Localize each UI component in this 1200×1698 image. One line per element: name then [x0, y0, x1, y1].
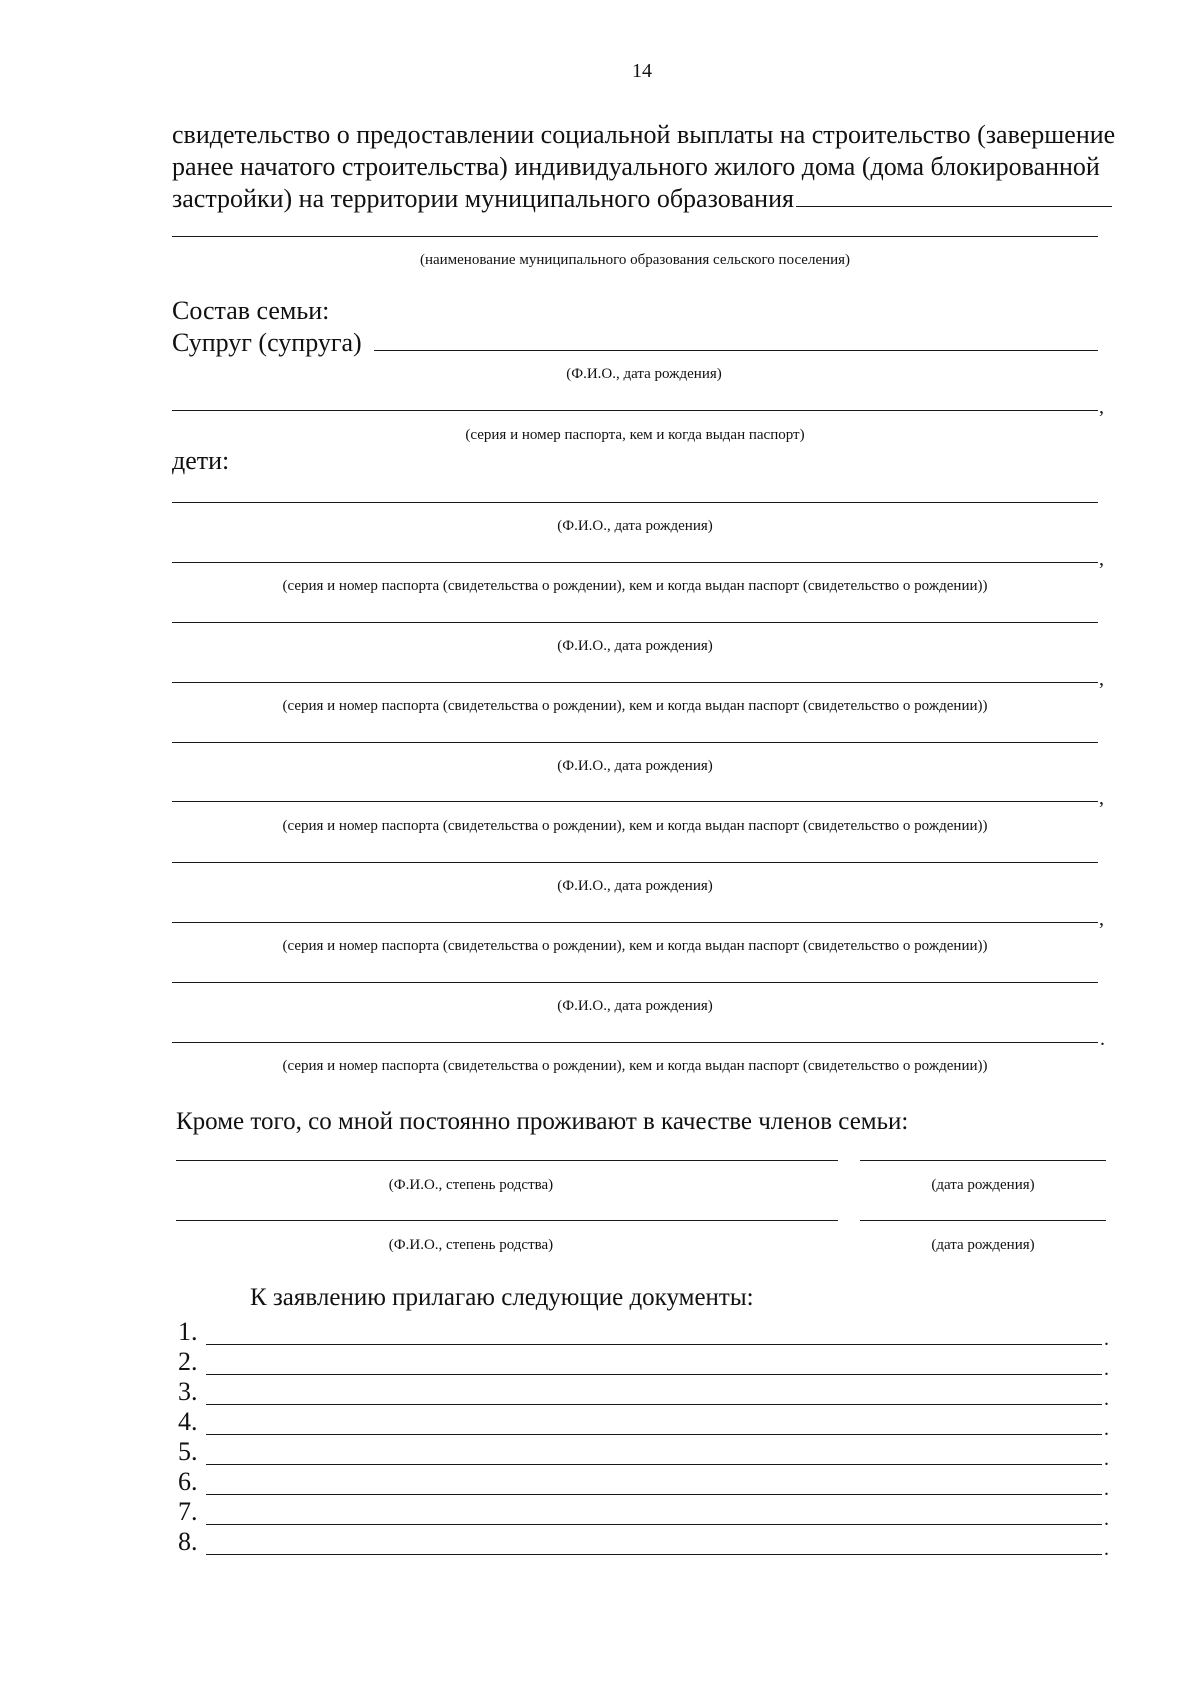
document-item-5-number: 5.: [178, 1437, 198, 1466]
document-item-4-field[interactable]: [206, 1434, 1102, 1435]
cohabitant-2-fio-field[interactable]: [176, 1220, 838, 1221]
child-3-doc-comma: ,: [1099, 787, 1104, 809]
documents-heading: К заявлению прилагаю следующие документы:: [250, 1284, 754, 1311]
child-4-fio-caption: (Ф.И.О., дата рождения): [557, 878, 713, 894]
intro-line-1: свидетельство о предоставлении социальной выплаты на строительство (завершение: [172, 120, 1116, 149]
intro-line-2: ранее начатого строительства) индивидуального жилого дома (дома блокированной: [172, 152, 1100, 181]
spouse-label: Супруг (супруга): [172, 328, 362, 357]
child-2-fio-field[interactable]: [172, 622, 1098, 623]
child-2-doc-field[interactable]: [172, 682, 1098, 683]
child-4-doc-comma: ,: [1099, 908, 1104, 930]
child-3-fio-field[interactable]: [172, 742, 1098, 743]
document-item-6-period: .: [1104, 1478, 1109, 1500]
spouse-passport-comma: ,: [1099, 396, 1104, 418]
cohabitant-1-dob-caption: (дата рождения): [931, 1177, 1035, 1193]
child-4-doc-caption: (серия и номер паспорта (свидетельства о рождении), кем и когда выдан паспорт (свидетельство о рождении)): [282, 938, 988, 954]
family-heading: Состав семьи:: [172, 296, 330, 325]
document-item-8-period: .: [1104, 1538, 1109, 1560]
child-4-doc-field[interactable]: [172, 922, 1098, 923]
spouse-fio-caption: (Ф.И.О., дата рождения): [566, 366, 722, 382]
document-item-5-field[interactable]: [206, 1464, 1102, 1465]
document-item-8-field[interactable]: [206, 1554, 1102, 1555]
page-number: 14: [632, 60, 652, 82]
document-item-7-field[interactable]: [206, 1524, 1102, 1525]
child-3-fio-caption: (Ф.И.О., дата рождения): [557, 758, 713, 774]
municipality-caption: (наименование муниципального образования сельского поселения): [419, 252, 851, 268]
document-item-3-field[interactable]: [206, 1404, 1102, 1405]
child-5-fio-field[interactable]: [172, 982, 1098, 983]
child-2-fio-caption: (Ф.И.О., дата рождения): [557, 638, 713, 654]
intro-line-3: застройки) на территории муниципального образования: [172, 184, 794, 213]
document-item-3-number: 3.: [178, 1377, 198, 1406]
document-item-2-field[interactable]: [206, 1374, 1102, 1375]
document-item-1-field[interactable]: [206, 1344, 1102, 1345]
document-item-2-number: 2.: [178, 1347, 198, 1376]
child-1-doc-caption: (серия и номер паспорта (свидетельства о рождении), кем и когда выдан паспорт (свидетельство о рождении)): [282, 578, 988, 594]
municipality-field-line-2[interactable]: [172, 236, 1098, 237]
document-item-3-period: .: [1104, 1388, 1109, 1410]
child-2-doc-comma: ,: [1099, 668, 1104, 690]
children-label: дети:: [172, 446, 230, 475]
cohabitant-2-dob-caption: (дата рождения): [931, 1237, 1035, 1253]
spouse-fio-field[interactable]: [374, 350, 1098, 351]
child-5-doc-caption: (серия и номер паспорта (свидетельства о рождении), кем и когда выдан паспорт (свидетельство о рождении)): [282, 1058, 988, 1074]
document-item-6-field[interactable]: [206, 1494, 1102, 1495]
cohabitants-heading: Кроме того, со мной постоянно проживают в качестве членов семьи:: [176, 1108, 909, 1135]
child-1-fio-caption: (Ф.И.О., дата рождения): [557, 518, 713, 534]
document-item-6-number: 6.: [178, 1467, 198, 1496]
cohabitant-1-dob-field[interactable]: [860, 1160, 1106, 1161]
document-item-1-period: .: [1104, 1328, 1109, 1350]
document-item-1-number: 1.: [178, 1317, 198, 1346]
document-item-8-number: 8.: [178, 1527, 198, 1556]
child-3-doc-field[interactable]: [172, 801, 1098, 802]
document-item-4-period: .: [1104, 1418, 1109, 1440]
child-2-doc-caption: (серия и номер паспорта (свидетельства о рождении), кем и когда выдан паспорт (свидетельство о рождении)): [282, 698, 988, 714]
child-5-fio-caption: (Ф.И.О., дата рождения): [557, 998, 713, 1014]
document-item-7-number: 7.: [178, 1497, 198, 1526]
spouse-passport-caption: (серия и номер паспорта, кем и когда выдан паспорт): [465, 427, 805, 443]
child-5-doc-field[interactable]: [172, 1042, 1098, 1043]
cohabitant-2-fio-caption: (Ф.И.О., степень родства): [388, 1237, 554, 1253]
child-4-fio-field[interactable]: [172, 862, 1098, 863]
cohabitant-2-dob-field[interactable]: [860, 1220, 1106, 1221]
child-1-doc-comma: ,: [1099, 548, 1104, 570]
child-5-doc-period: .: [1100, 1028, 1105, 1050]
document-item-5-period: .: [1104, 1448, 1109, 1470]
child-1-fio-field[interactable]: [172, 502, 1098, 503]
document-item-2-period: .: [1104, 1358, 1109, 1380]
cohabitant-1-fio-field[interactable]: [176, 1160, 838, 1161]
municipality-field-line-1[interactable]: [796, 206, 1112, 207]
spouse-passport-field[interactable]: [172, 410, 1098, 411]
document-item-7-period: .: [1104, 1508, 1109, 1530]
cohabitant-1-fio-caption: (Ф.И.О., степень родства): [388, 1177, 554, 1193]
child-3-doc-caption: (серия и номер паспорта (свидетельства о рождении), кем и когда выдан паспорт (свидетельство о рождении)): [282, 818, 988, 834]
child-1-doc-field[interactable]: [172, 562, 1098, 563]
document-item-4-number: 4.: [178, 1407, 198, 1436]
